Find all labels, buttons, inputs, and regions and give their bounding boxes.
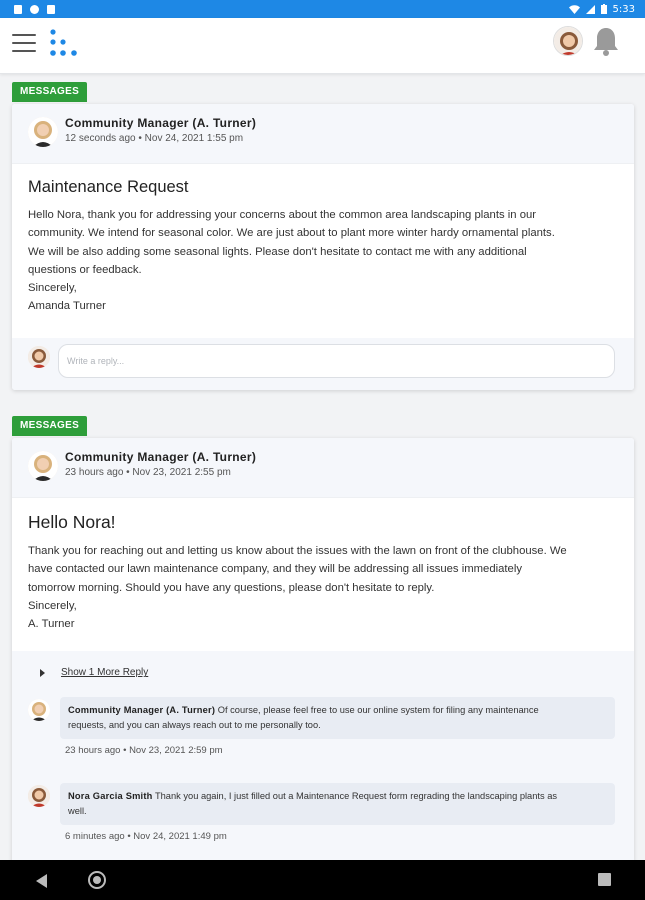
reply-text: Thank you again, I just filled out a Maintenance Request form regrading the landscaping plants as <box>154 791 558 802</box>
reply-text: well. <box>68 806 87 817</box>
post-timestamp: 12 seconds ago • Nov 24, 2021 1:55 pm <box>65 133 244 144</box>
reply-text: Of course, please feel free to use our online system for filing any maintenance <box>217 705 539 716</box>
reply-item <box>12 783 634 859</box>
bell-icon[interactable] <box>591 26 621 58</box>
reply-timestamp: 6 minutes ago • Nov 24, 2021 1:49 pm <box>65 831 227 843</box>
signal-icon <box>586 5 595 14</box>
reply-thread <box>12 651 634 860</box>
author-avatar <box>28 451 58 481</box>
author-name[interactable]: Community Manager (A. Turner) <box>65 116 257 130</box>
wifi-icon <box>569 5 580 14</box>
reply-item <box>12 697 634 773</box>
my-avatar <box>28 346 50 368</box>
reply-author[interactable]: Nora Garcia Smith <box>68 791 153 802</box>
app-header <box>0 18 645 74</box>
battery-icon <box>601 4 607 14</box>
message-title: Maintenance Request <box>28 178 189 196</box>
status-bar <box>0 0 645 18</box>
notification-app-icon <box>14 5 22 14</box>
status-time: 5:33 <box>612 3 635 15</box>
messages-tag: MESSAGES <box>12 82 87 102</box>
caret-right-icon[interactable] <box>40 669 45 677</box>
reply-input[interactable] <box>58 344 615 378</box>
reply-bubble <box>60 783 615 825</box>
messages-tag: MESSAGES <box>12 416 87 436</box>
card-header <box>12 104 634 164</box>
sim-icon <box>47 5 55 14</box>
author-name[interactable]: Community Manager (A. Turner) <box>65 450 257 464</box>
reply-author[interactable]: Community Manager (A. Turner) <box>68 705 216 716</box>
app-logo[interactable] <box>48 28 82 62</box>
sync-icon <box>30 5 39 14</box>
reply-timestamp: 23 hours ago • Nov 23, 2021 2:59 pm <box>65 745 223 757</box>
hamburger-icon[interactable] <box>12 34 36 52</box>
feed[interactable] <box>0 74 645 860</box>
reply-text: requests, and you can always reach out to me personally too. <box>68 720 321 731</box>
author-avatar <box>28 117 58 147</box>
user-avatar[interactable] <box>553 26 583 56</box>
reply-author-avatar <box>28 699 50 721</box>
reply-author-avatar <box>28 785 50 807</box>
reply-bubble <box>60 697 615 739</box>
message-body: Hello Nora, thank you for addressing your concerns about the common area landscaping plants in our community. We intend for seasonal color. We are just about to plant more winter hardy ornamental plants. We will be also adding some seasonal lights. Please don't hesitate to contact me with any additional questions or feedback. Sincerely, Amanda Turner <box>28 209 555 313</box>
message-body: Thank you for reaching out and letting us know about the issues with the lawn on front of the clubhouse. We have contacted our lawn maintenance company, and they will be addressing all issues immediately tomorrow morning. Should you have any questions, please don't hesitate to reply. Sincerely, A. Turner <box>28 545 567 631</box>
show-more-link[interactable]: Show 1 More Reply <box>61 667 149 679</box>
recents-icon[interactable] <box>598 873 611 886</box>
post-timestamp: 23 hours ago • Nov 23, 2021 2:55 pm <box>65 467 231 478</box>
show-more-replies[interactable] <box>40 665 634 685</box>
message-title: Hello Nora! <box>28 512 116 532</box>
message-card <box>12 104 634 390</box>
reply-composer <box>12 338 634 390</box>
home-icon[interactable] <box>88 871 106 889</box>
back-icon[interactable] <box>36 874 47 888</box>
card-header <box>12 438 634 498</box>
system-nav-bar <box>0 860 645 900</box>
message-card <box>12 438 634 860</box>
